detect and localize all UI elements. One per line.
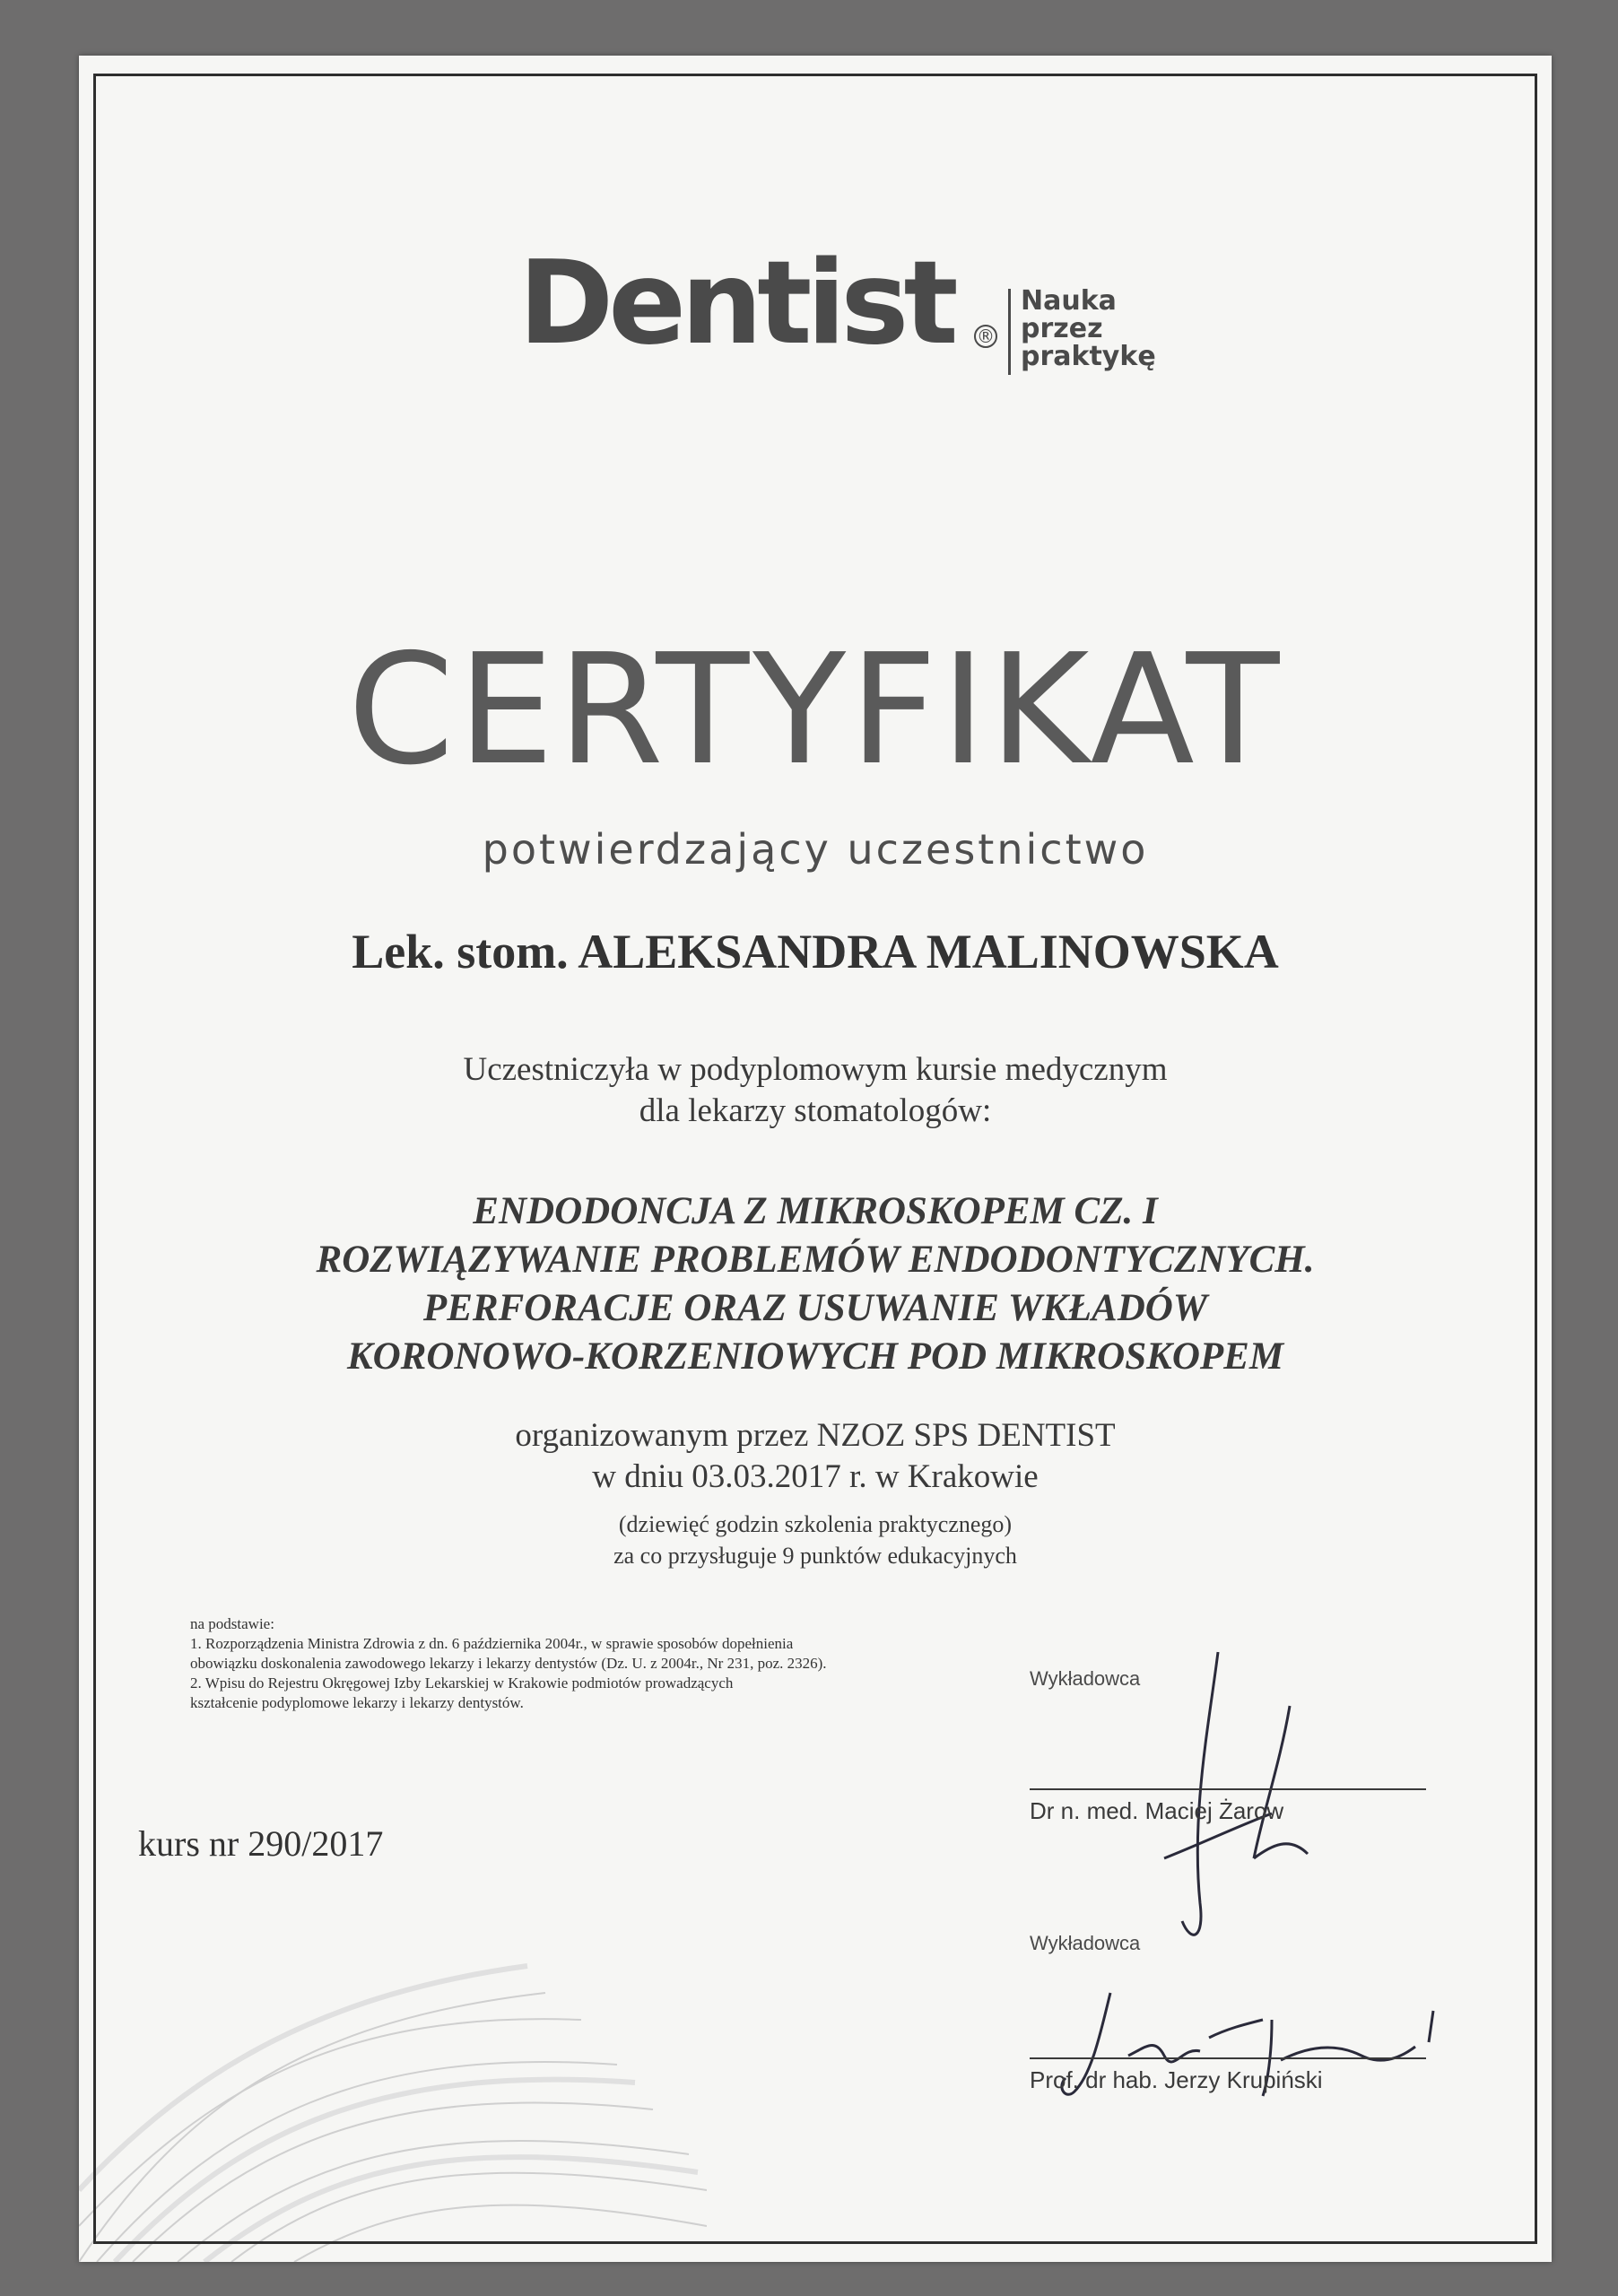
- hours-line: (dziewięć godzin szkolenia praktycznego): [618, 1511, 1013, 1537]
- signature-line: [1030, 1788, 1426, 1790]
- lecturer-label: Wykładowca: [1030, 1667, 1141, 1690]
- recipient-name: Lek. stom. ALEKSANDRA MALINOWSKA: [352, 925, 1279, 978]
- participation-statement: [79, 1049, 1552, 1132]
- lecturer-signature: [1155, 1634, 1370, 1957]
- certificate-subtitle: potwierdzający uczestnictwo: [482, 825, 1149, 874]
- lecturer-name: Dr n. med. Maciej Żarow: [1030, 1797, 1284, 1824]
- points-line: za co przysługuje 9 punktów edukacyjnych: [613, 1543, 1017, 1569]
- logo-divider: [1008, 289, 1011, 375]
- organizer-line: organizowanym przez NZOZ SPS DENTIST: [515, 1417, 1116, 1454]
- statement-line: Uczestniczyła w podyplomowym kursie medycznym: [463, 1051, 1168, 1088]
- legal-basis-line: kształcenie podyplomowe lekarzy i lekarzy dentystów.: [190, 1694, 524, 1711]
- course-details: [79, 1415, 1552, 1498]
- certificate-title: CERTYFIKAT: [347, 622, 1283, 799]
- lecturer-label: Wykładowca: [1030, 1932, 1141, 1954]
- course-credits: [79, 1509, 1552, 1571]
- course-title-line: ENDODONCJA Z MIKROSKOPEM CZ. I: [473, 1190, 1158, 1232]
- course-number: kurs nr 290/2017: [138, 1823, 384, 1864]
- legal-basis-line: obowiązku doskonalenia zawodowego lekarzy i lekarzy dentystów (Dz. U. z 2004r., Nr 231, poz. 2326).: [190, 1655, 827, 1672]
- legal-basis-line: 2. Wpisu do Rejestru Okręgowej Izby Lekarskiej w Krakowie podmiotów prowadzących: [190, 1674, 734, 1692]
- logo-tagline-line: przez: [1021, 313, 1103, 344]
- course-title-line: KORONOWO-KORZENIOWYCH POD MIKROSKOPEM: [346, 1335, 1284, 1378]
- legal-basis-line: 1. Rozporządzenia Ministra Zdrowia z dn. 6 października 2004r., w sprawie sposobów dopełnienia: [190, 1635, 794, 1652]
- legal-basis-heading: na podstawie:: [190, 1615, 274, 1632]
- logo-tagline: [1021, 287, 1156, 370]
- course-title-line: PERFORACJE ORAZ USUWANIE WKŁADÓW: [422, 1287, 1208, 1329]
- statement-line: dla lekarzy stomatologów:: [639, 1092, 992, 1129]
- logo-tagline-line: Nauka: [1021, 285, 1117, 317]
- legal-basis: [190, 1614, 827, 1713]
- course-title-line: ROZWIĄZYWANIE PROBLEMÓW ENDODONTYCZNYCH.: [316, 1239, 1315, 1281]
- date-place-line: w dniu 03.03.2017 r. w Krakowie: [592, 1458, 1039, 1495]
- lecturer-name: Prof. dr hab. Jerzy Krupiński: [1030, 2066, 1323, 2093]
- course-title: [79, 1187, 1552, 1381]
- signature-line: [1030, 2057, 1426, 2059]
- logo-brand: Dentist: [518, 237, 953, 370]
- registered-mark: ®: [974, 325, 997, 348]
- logo-tagline-line: praktykę: [1021, 341, 1156, 372]
- certificate-page: [79, 56, 1552, 2262]
